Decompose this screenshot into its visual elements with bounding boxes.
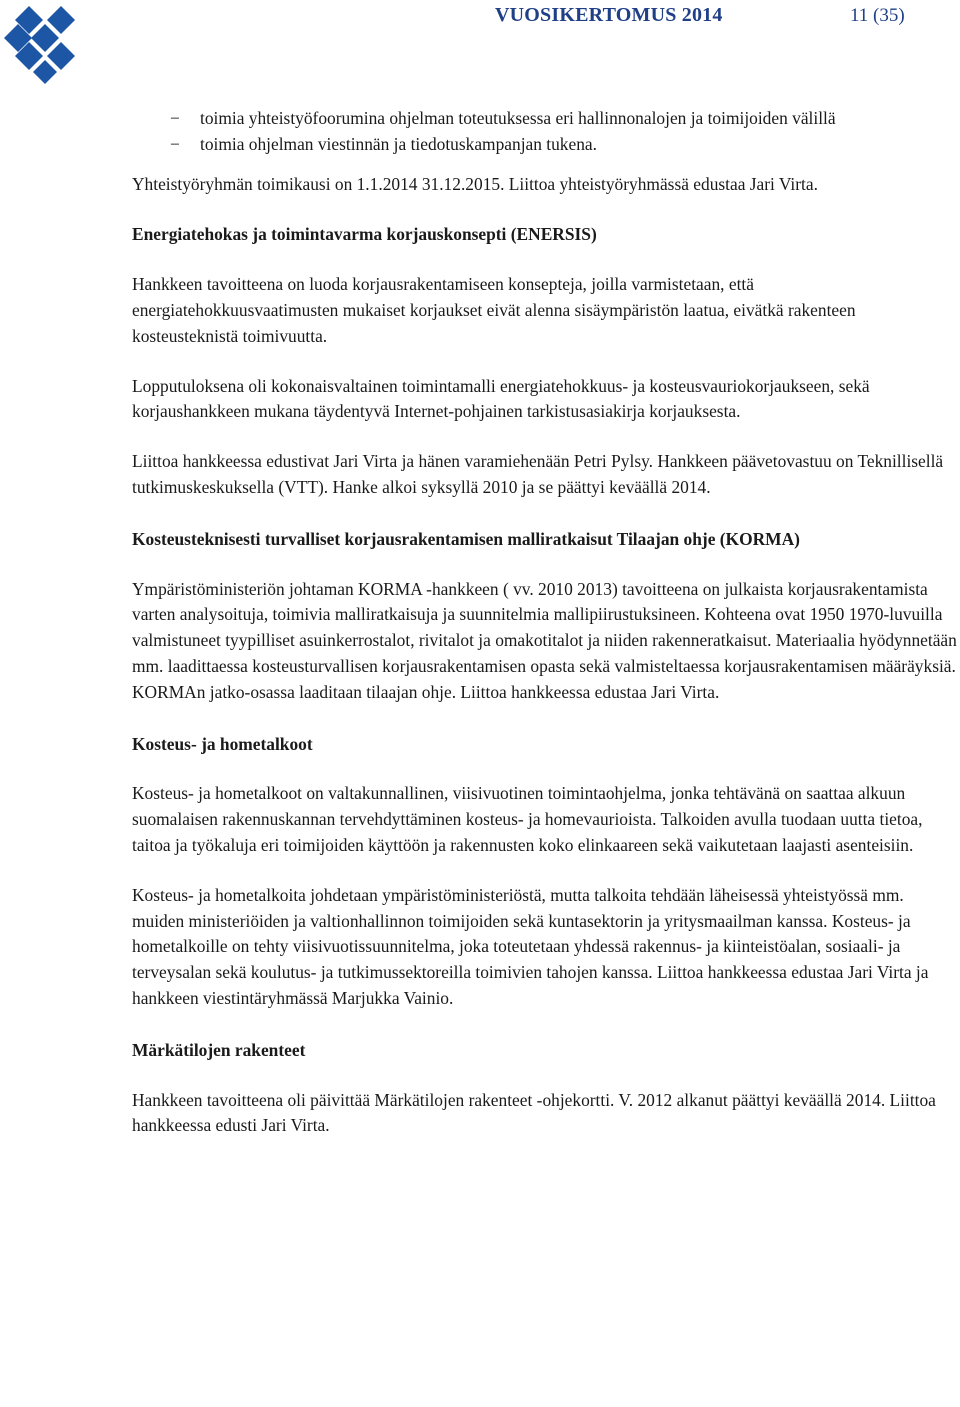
bullet-text: toimia ohjelman viestinnän ja tiedotuskampanjan tukena. [200,133,597,154]
bullet-item [132,106,958,132]
section-paragraph: Kosteus- ja hometalkoita johdetaan ympäristöministeriöstä, mutta talkoita tehdään läheisessä yhteistyössä mm. muiden ministeriöiden ja valtionhallinnon toimijoiden sekä kuntasektorin ja yritysmaailman kanssa. Kosteus- ja hometalkoille on tehty viisivuotissuunnitelma, joka toteutetaan yhdessä rakennus- ja kiinteistöalan, sosiaali- ja terveysalan sekä koulutus- ja tutkimussektoreilla toimivien tahojen kanssa. Liittoa hankkeessa edustaa Jari Virta ja hankkeen viestintäryhmässä Marjukka Vainio. [132,884,929,1008]
section-paragraph: Kosteus- ja hometalkoot on valtakunnallinen, viisivuotinen toimintaohjelma, jonka tehtävänä on saattaa alkuun suomalaisen rakennuskannan tervehdyttäminen kosteus- ja homevaurioista. Talkoiden avulla tuodaan uutta tietoa, taitoa ja työkaluja eri toimijoiden käyttöön ja rakennusten koko elinkaareen sekä vaikutetaan laajasti asenteisiin. [132,783,923,855]
bullet-text: toimia yhteistyöfoorumina ohjelman toteutuksessa eri hallinnonalojen ja toimijoiden välillä [200,108,836,128]
document-body [132,106,958,1139]
section-paragraph: Hankkeen tavoitteena on luoda korjausrakentamiseen konsepteja, joilla varmistetaan, että energiatehokkuusvaatimusten mukaiset korjaukset eivät alenna sisäympäristön laatua, eivätkä rakenteen kosteusteknistä toimivuutta. [132,274,856,346]
section-paragraph: Hankkeen tavoitteena oli päivittää Märkätilojen rakenteet -ohjekortti. V. 2012 alkanut päättyi keväällä 2014. Liittoa hankkeessa edusti Jari Virta. [132,1089,936,1136]
dash-bullet-icon: − [170,133,180,154]
section-heading-hometalkoot: Kosteus- ja hometalkoot [132,733,313,754]
section-paragraph: Lopputuloksena oli kokonaisvaltainen toimintamalli energiatehokkuus- ja kosteusvauriokorjaukseen, sekä korjaushankkeen mukana täydentyvä Internet-pohjainen tarkistusasiakirja korjauksesta. [132,375,870,422]
section-paragraph: Ympäristöministeriön johtaman KORMA -hankkeen ( vv. 2010 2013) tavoitteena on julkaista korjausrakentamista varten analysoituja, toimivia malliratkaisuja ja suunnitelmia mallipiirustuksineen. Kohteena ovat 1950 1970-luvuilla valmistuneet tyypilliset asuinkerrostalot, rivitalot ja omakotitalot ja niiden rakenneratkaisut. Materiaalia hyödynnetään mm. laadittaessa kosteusturvallisen korjausrakentamisen opasta sekä valmisteltaessa korjausrakentamisen määräyksiä. KORMAn jatko-osassa laaditaan tilaajan ohje. Liittoa hankkeessa edustaa Jari Virta. [132,578,957,702]
document-title: VUOSIKERTOMUS 2014 [495,4,723,26]
page-number: 11 (35) [850,5,905,26]
bullet-item [132,132,958,158]
organization-logo [4,2,86,84]
section-heading-markatilat: Märkätilojen rakenteet [132,1039,306,1060]
dash-bullet-icon: − [170,108,180,128]
intro-paragraph: Yhteistyöryhmän toimikausi on 1.1.2014 31.12.2015. Liittoa yhteistyöryhmässä edustaa Jari Virta. [132,173,818,194]
section-heading-korma: Kosteusteknisesti turvalliset korjausrakentamisen malliratkaisut Tilaajan ohje (KORMA) [132,528,800,549]
section-paragraph: Liittoa hankkeessa edustivat Jari Virta ja hänen varamiehenään Petri Pylsy. Hankkeen päävetovastuu on Teknillisellä tutkimuskeskuksella (VTT). Hanke alkoi syksyllä 2010 ja se päättyi keväällä 2014. [132,451,944,497]
section-heading-enersis: Energiatehokas ja toimintavarma korjauskonsepti (ENERSIS) [132,224,597,245]
